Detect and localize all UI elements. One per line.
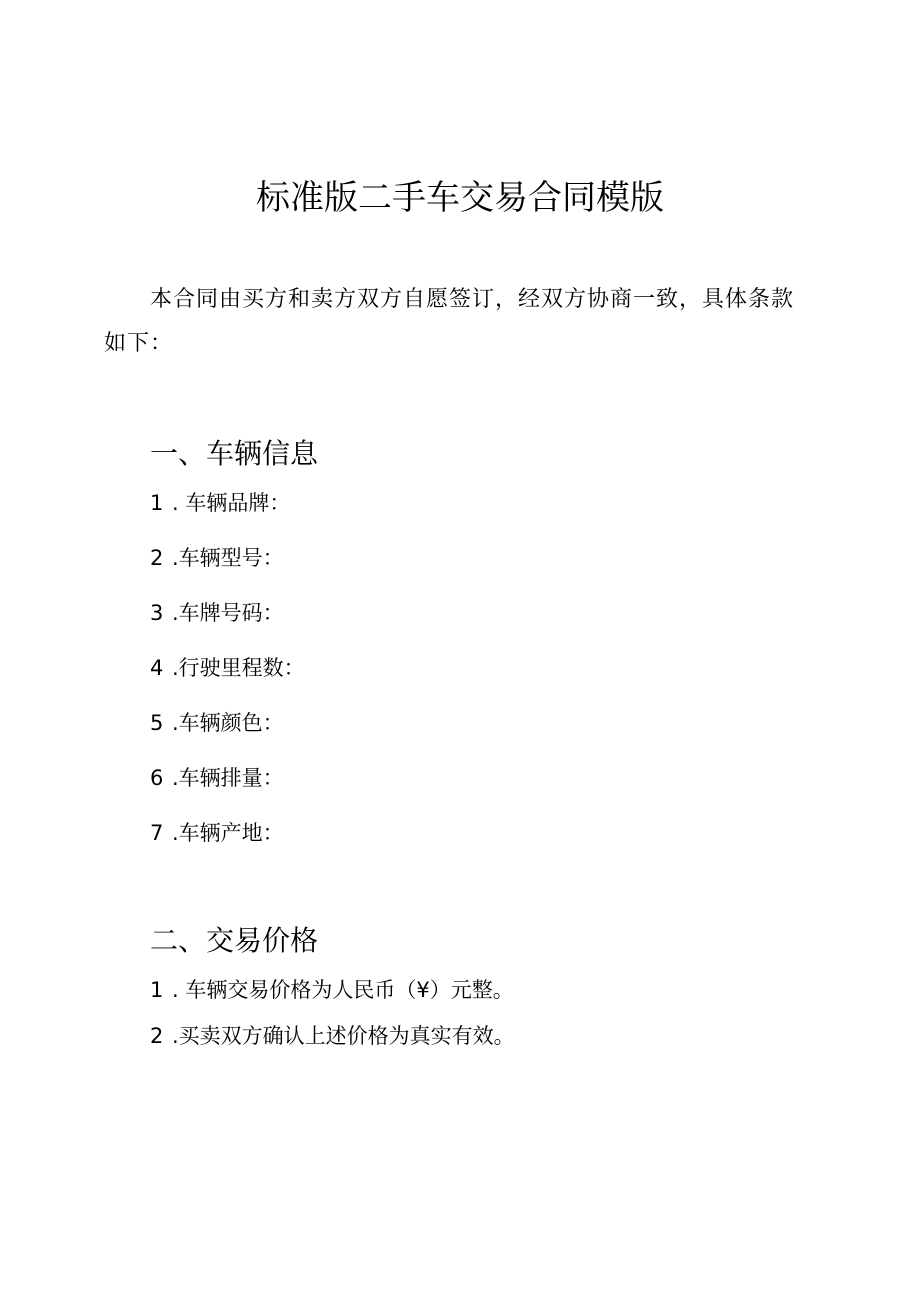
list-item-number: 2 xyxy=(150,546,164,570)
list-item-displacement xyxy=(150,763,284,793)
list-item-plate-number xyxy=(150,598,284,628)
list-item-text: .车辆颜色： xyxy=(172,711,284,735)
list-item-mileage xyxy=(150,653,305,683)
list-item-number: 4 xyxy=(150,656,164,680)
list-item-text: . 车辆品牌： xyxy=(172,491,291,515)
list-item-number: 5 xyxy=(150,711,164,735)
list-item-vehicle-color xyxy=(150,708,284,738)
list-item-number: 3 xyxy=(150,601,164,625)
list-item-text: .行驶里程数： xyxy=(172,656,305,680)
list-item-text: .车辆产地： xyxy=(172,821,284,845)
list-item-number: 7 xyxy=(150,821,164,845)
intro-paragraph: 本合同由买方和卖方双方自愿签订，经双方协商一致，具体条款如下： xyxy=(104,287,795,356)
list-item-price-confirmation xyxy=(150,1021,515,1051)
list-item-text: . 车辆交易价格为人民币（¥）元整。 xyxy=(172,978,514,1002)
list-item-text: .车辆型号： xyxy=(172,546,284,570)
list-item-price-amount xyxy=(150,975,514,1005)
section-heading-transaction-price: 二、交易价格 xyxy=(150,924,319,957)
section-heading-vehicle-info: 一、车辆信息 xyxy=(150,437,319,470)
list-item-text: .买卖双方确认上述价格为真实有效。 xyxy=(172,1024,515,1048)
document-title: 标准版二手车交易合同模版 xyxy=(256,178,664,218)
list-item-origin xyxy=(150,818,284,848)
list-item-vehicle-model xyxy=(150,543,284,573)
list-item-text: .车辆排量： xyxy=(172,766,284,790)
list-item-number: 1 xyxy=(150,978,164,1002)
list-item-text: .车牌号码： xyxy=(172,601,284,625)
list-item-number: 6 xyxy=(150,766,164,790)
list-item-vehicle-brand xyxy=(150,488,290,518)
list-item-number: 1 xyxy=(150,491,164,515)
list-item-number: 2 xyxy=(150,1024,164,1048)
